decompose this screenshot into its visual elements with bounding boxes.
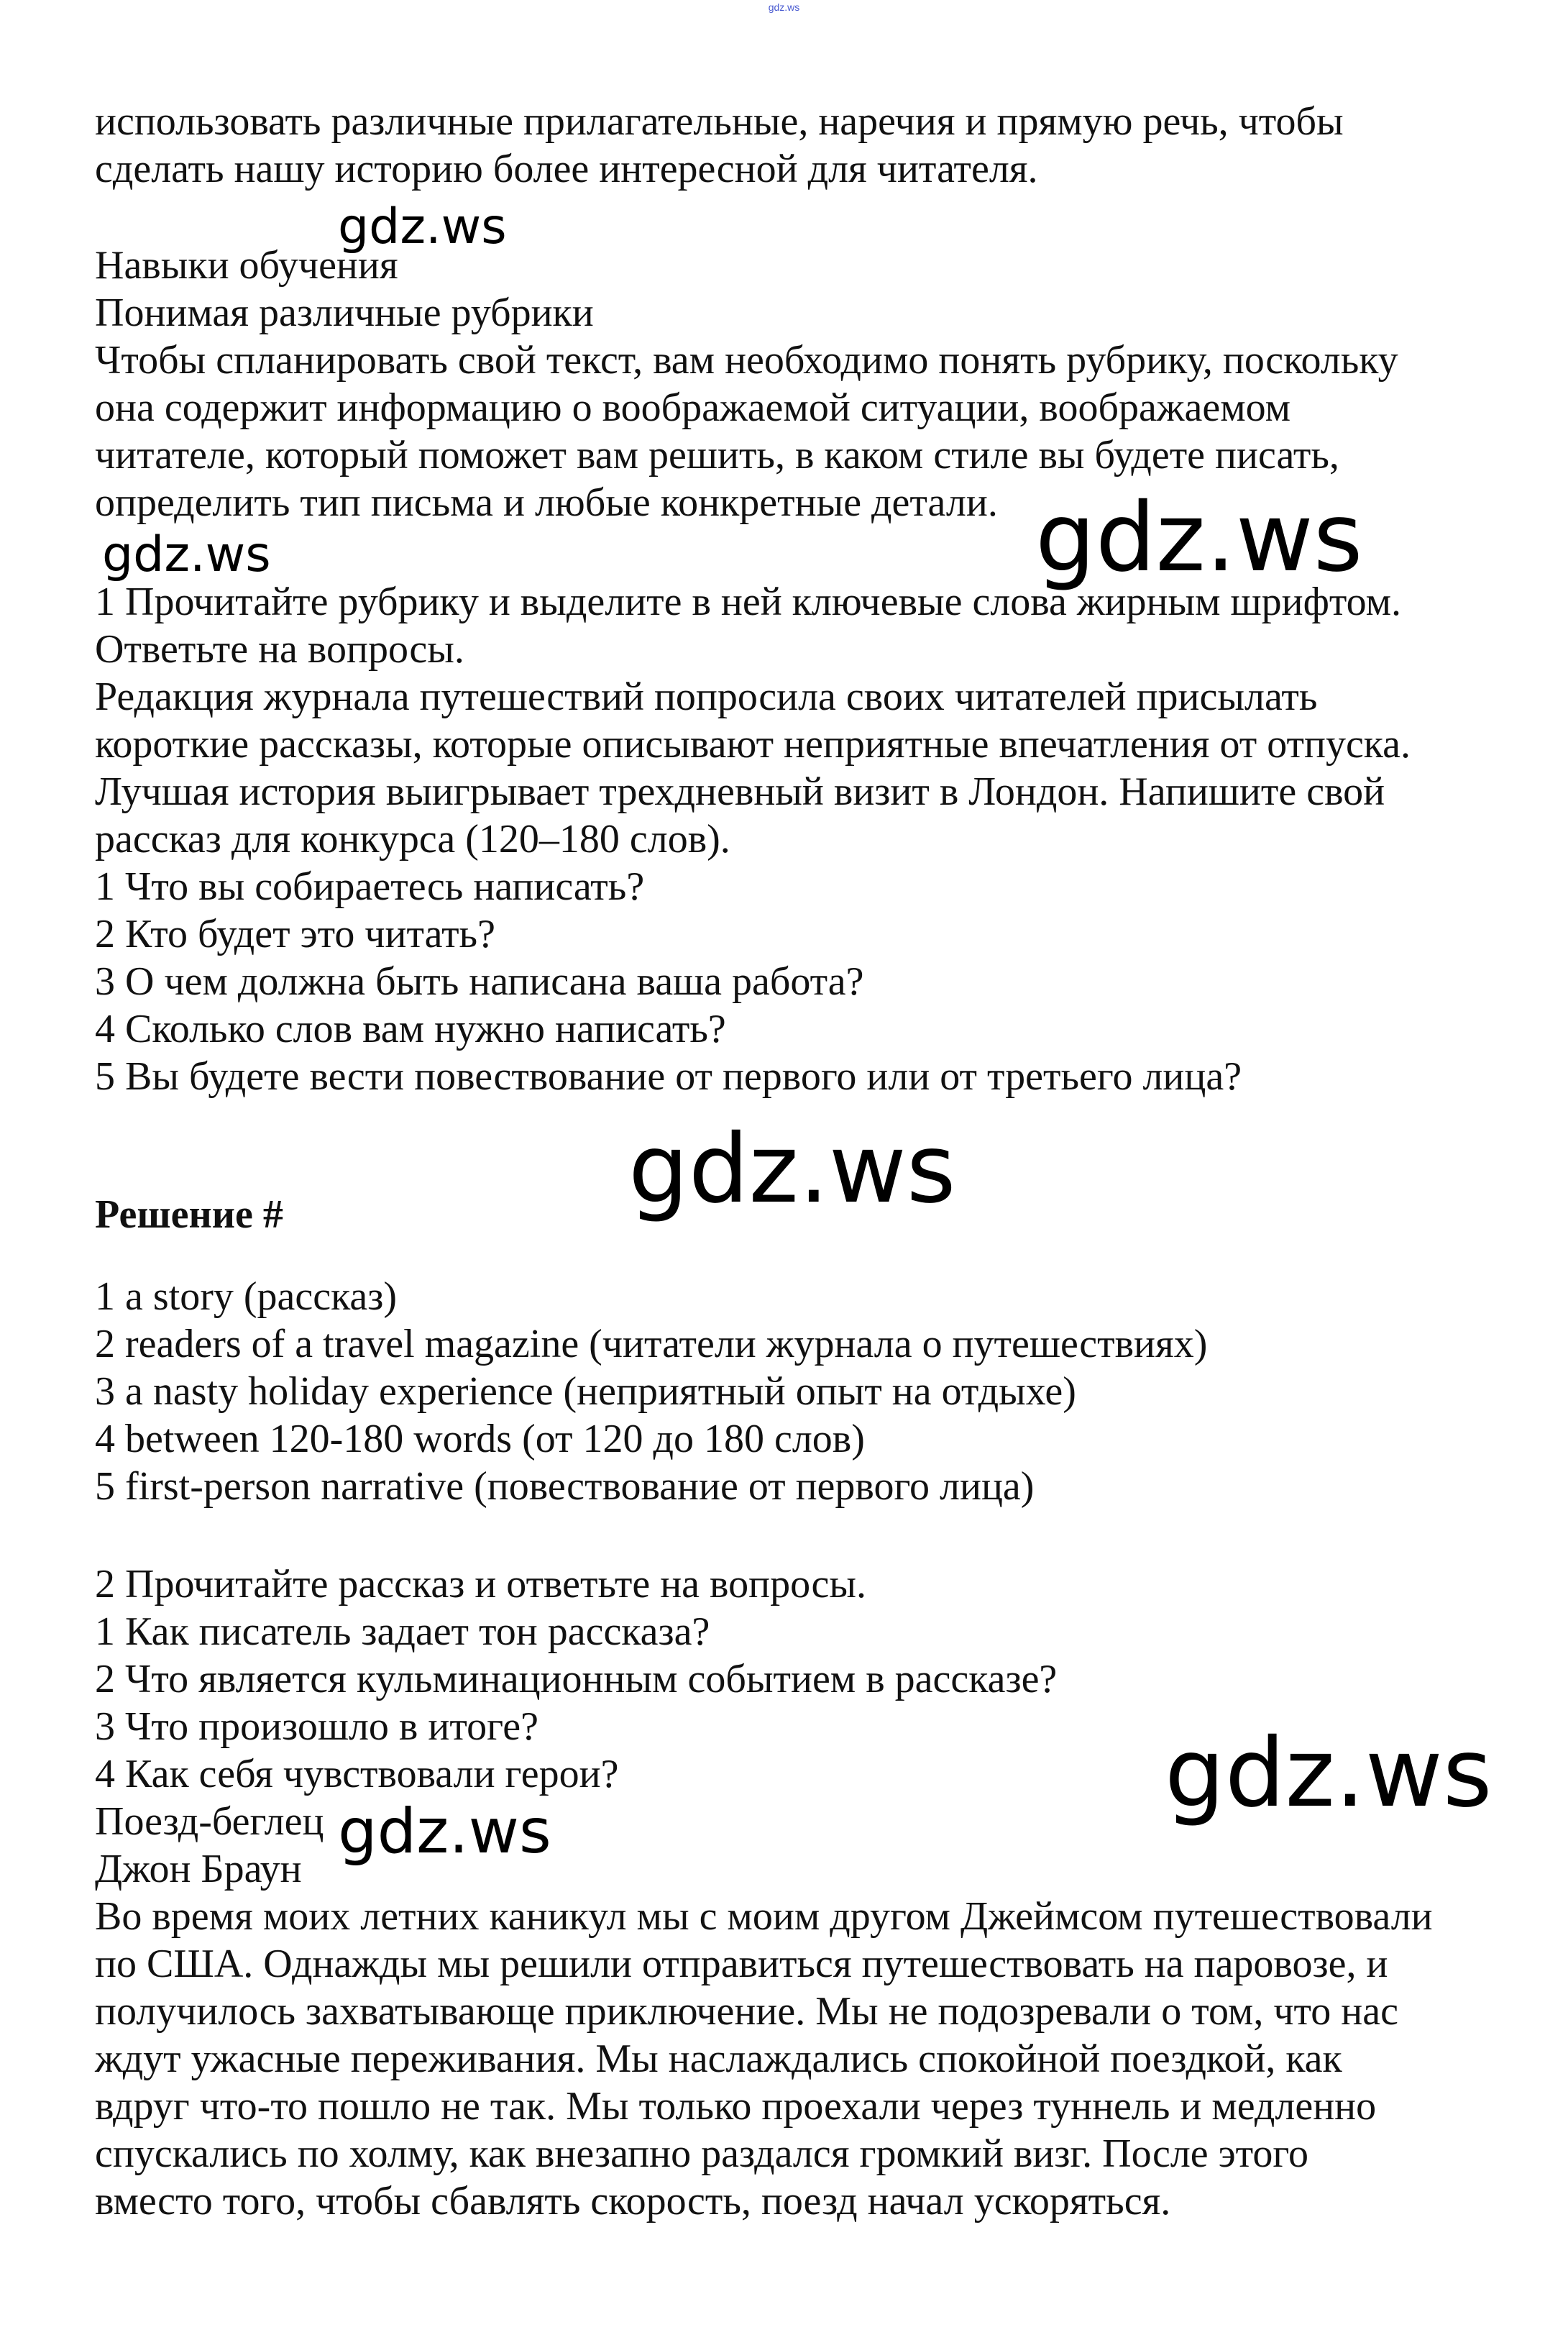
intro-line-1: использовать различные прилагательные, наречия и прямую речь, чтобы	[95, 99, 1344, 144]
watermark: gdz.ws	[1165, 1718, 1493, 1829]
question-item: 2 Что является кульминационным событием в рассказе?	[95, 1657, 1058, 1701]
paragraph-line: определить тип письма и любые конкретные детали.	[95, 480, 998, 525]
rubric-line: Лучшая история выигрывает трехдневный визит в Лондон. Напишите свой	[95, 769, 1385, 814]
section-subheading: Понимая различные рубрики	[95, 291, 594, 335]
story-line: спускались по холму, как внезапно раздался громкий визг. После этого	[95, 2131, 1308, 2176]
header-watermark: gdz.ws	[768, 1, 800, 13]
section-heading: Навыки обучения	[95, 243, 398, 288]
watermark: gdz.ws	[338, 198, 507, 255]
question-item: 1 Как писатель задает тон рассказа?	[95, 1609, 710, 1654]
answer-item: 4 between 120-180 words (от 120 до 180 слов)	[95, 1417, 865, 1461]
question-item: 3 Что произошло в итоге?	[95, 1704, 539, 1749]
solution-heading: Решение #	[95, 1192, 283, 1237]
story-line: Во время моих летних каникул мы с моим другом Джеймсом путешествовали	[95, 1894, 1433, 1939]
task-1-heading: 1 Прочитайте рубрику и выделите в ней ключевые слова жирным шрифтом.	[95, 580, 1402, 624]
question-item: 2 Кто будет это читать?	[95, 912, 495, 956]
answer-item: 2 readers of a travel magazine (читатели журнала о путешествиях)	[95, 1322, 1208, 1366]
watermark: gdz.ws	[1035, 483, 1363, 593]
watermark: gdz.ws	[102, 526, 271, 583]
watermark: gdz.ws	[338, 1796, 551, 1868]
story-author: Джон Браун	[95, 1847, 302, 1891]
answer-item: 5 first-person narrative (повествование от первого лица)	[95, 1464, 1035, 1509]
story-line: вместо того, чтобы сбавлять скорость, поезд начал ускоряться.	[95, 2179, 1171, 2224]
question-item: 1 Что вы собираетесь написать?	[95, 864, 645, 909]
story-line: вдруг что-то пошло не так. Мы только проехали через туннель и медленно	[95, 2084, 1377, 2129]
rubric-line: короткие рассказы, которые описывают неприятные впечатления от отпуска.	[95, 722, 1411, 767]
answer-item: 3 a nasty holiday experience (неприятный опыт на отдыхе)	[95, 1369, 1076, 1414]
story-line: по США. Однажды мы решили отправиться путешествовать на паровозе, и	[95, 1942, 1388, 1986]
rubric-line: рассказ для конкурса (120–180 слов).	[95, 817, 730, 861]
rubric-line: Редакция журнала путешествий попросила своих читателей присылать	[95, 675, 1318, 719]
task-1-heading-cont: Ответьте на вопросы.	[95, 627, 464, 672]
question-item: 4 Как себя чувствовали герои?	[95, 1752, 619, 1796]
task-2-heading: 2 Прочитайте рассказ и ответьте на вопросы.	[95, 1562, 866, 1607]
paragraph-line: она содержит информацию о воображаемой ситуации, воображаемом	[95, 385, 1291, 430]
paragraph-line: читателе, который поможет вам решить, в каком стиле вы будете писать,	[95, 433, 1339, 477]
question-item: 3 О чем должна быть написана ваша работа?	[95, 959, 864, 1004]
story-line: ждут ужасные переживания. Мы наслаждались спокойной поездкой, как	[95, 2037, 1342, 2081]
question-item: 5 Вы будете вести повествование от первого или от третьего лица?	[95, 1054, 1242, 1099]
intro-line-2: сделать нашу историю более интересной для читателя.	[95, 147, 1038, 191]
answer-item: 1 a story (рассказ)	[95, 1274, 398, 1319]
watermark: gdz.ws	[628, 1114, 956, 1225]
story-line: получилось захватывающе приключение. Мы не подозревали о том, что нас	[95, 1989, 1398, 2034]
question-item: 4 Сколько слов вам нужно написать?	[95, 1007, 726, 1051]
story-title: Поезд-беглец	[95, 1799, 324, 1844]
paragraph-line: Чтобы спланировать свой текст, вам необходимо понять рубрику, поскольку	[95, 338, 1398, 383]
